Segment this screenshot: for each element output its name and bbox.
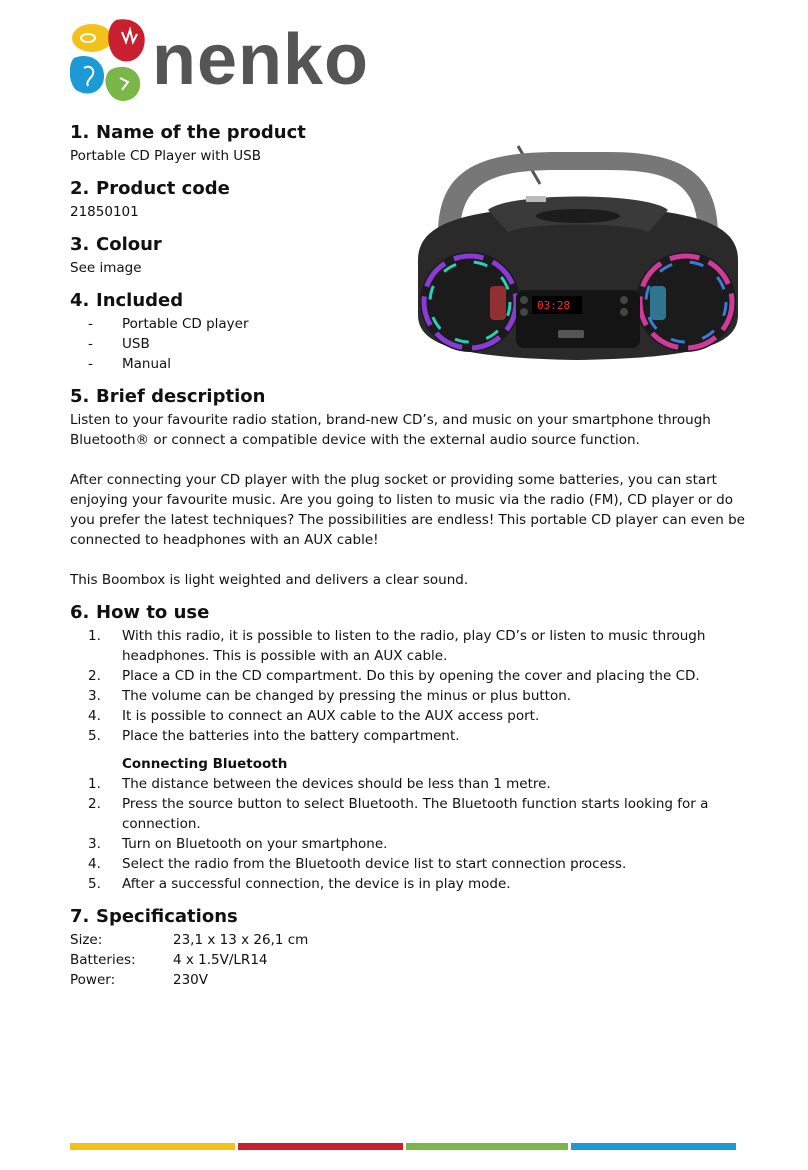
brand-name: nenko — [152, 20, 370, 100]
section-name-of-product — [70, 120, 750, 166]
spec-row: Power: 230V — [70, 972, 209, 988]
section-colour — [70, 232, 750, 278]
section-heading: 1. Name of the product — [70, 122, 306, 143]
section-heading: 5. Brief description — [70, 386, 266, 407]
list-item: 5. After a successful connection, the device is in play mode. — [88, 876, 511, 892]
list-item: - Portable CD player — [88, 314, 750, 334]
list-item: 2. Press the source button to select Bluetooth. The Bluetooth function starts looking for a connection. — [88, 796, 709, 832]
spec-row: Size: 23,1 x 13 x 26,1 cm — [70, 932, 309, 948]
product-name: Portable CD Player with USB — [70, 148, 262, 164]
colour-text: See image — [70, 260, 142, 276]
nenko-logo-icon — [70, 18, 155, 110]
section-brief-description — [70, 384, 750, 590]
product-code: 21850101 — [70, 204, 139, 220]
usage-steps — [70, 626, 750, 746]
display-readout: 03:28 — [537, 299, 571, 312]
list-item: 2. Place a CD in the CD compartment. Do this by opening the cover and placing the CD. — [88, 668, 700, 684]
section-specifications — [70, 904, 750, 990]
section-heading: 2. Product code — [70, 178, 230, 199]
description-paragraph: This Boombox is light weighted and delivers a clear sound. — [70, 572, 469, 588]
section-how-to-use — [70, 600, 750, 894]
description-paragraph: Listen to your favourite radio station, brand-new CD’s, and music on your smartphone through Bluetooth® or connect a compatible device with the external audio source function. — [70, 412, 711, 448]
included-list — [70, 314, 750, 374]
bluetooth-subheading: Connecting Bluetooth — [122, 756, 288, 772]
section-heading: 7. Specifications — [70, 906, 238, 927]
footer-bar-red — [238, 1143, 403, 1150]
list-item: 1. The distance between the devices should be less than 1 metre. — [88, 776, 551, 792]
footer-bar-blue — [571, 1143, 736, 1150]
list-item: 3. The volume can be changed by pressing the minus or plus button. — [88, 688, 572, 704]
section-heading: 6. How to use — [70, 602, 210, 623]
spec-row: Batteries: 4 x 1.5V/LR14 — [70, 952, 268, 968]
section-heading: 3. Colour — [70, 234, 162, 255]
section-heading: 4. Included — [70, 290, 184, 311]
footer-color-bar — [70, 1143, 736, 1150]
footer-bar-yellow — [70, 1143, 235, 1150]
list-item: 4. Select the radio from the Bluetooth device list to start connection process. — [88, 856, 627, 872]
bluetooth-steps — [70, 774, 750, 894]
section-product-code — [70, 176, 750, 222]
list-item: - Manual — [88, 354, 750, 374]
footer-bar-green — [406, 1143, 568, 1150]
description-paragraph: After connecting your CD player with the plug socket or providing some batteries, you can start enjoying your favourite music. Are you going to listen to music via the radio (FM), CD player or do you prefer the latest techniques? The possibilities are endless! This portable CD player can even be connected to headphones with an AUX cable! — [70, 472, 745, 548]
list-item: 1. With this radio, it is possible to listen to the radio, play CD’s or listen to music through headphones. This is possible with an AUX cable. — [88, 628, 706, 664]
list-item: - USB — [88, 334, 750, 354]
document-body — [70, 120, 750, 1000]
list-item: 4. It is possible to connect an AUX cable to the AUX access port. — [88, 708, 540, 724]
list-item: 3. Turn on Bluetooth on your smartphone. — [88, 836, 388, 852]
section-included — [70, 288, 750, 374]
list-item: 5. Place the batteries into the battery compartment. — [88, 728, 460, 744]
